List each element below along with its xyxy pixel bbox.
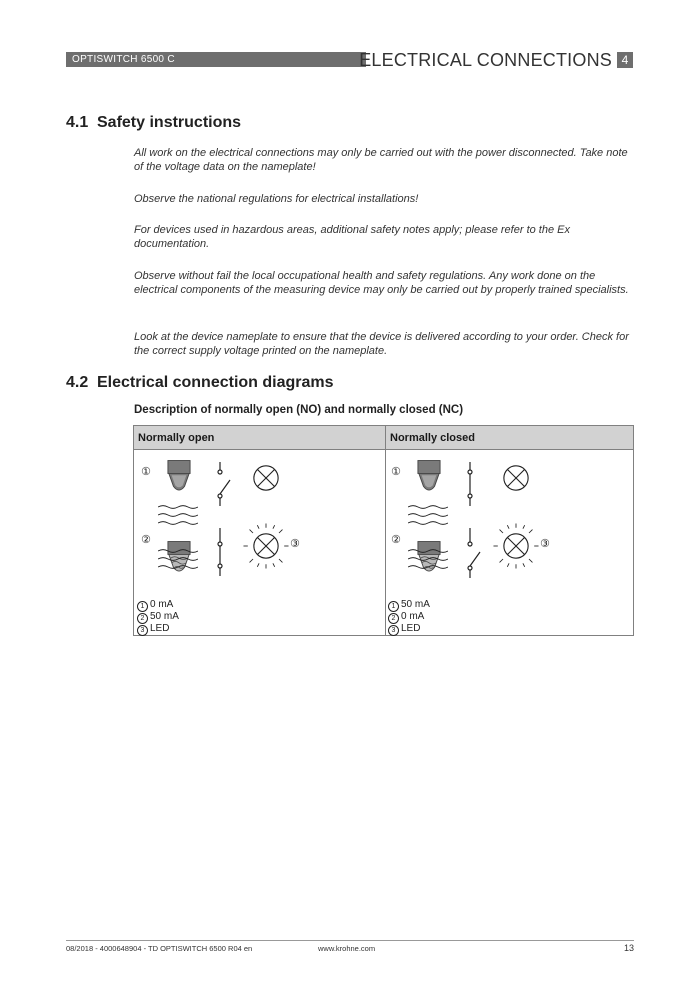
section-title: Safety instructions xyxy=(97,114,242,131)
legend-item xyxy=(137,624,179,636)
liquid-wave-icon xyxy=(408,506,448,509)
lamp-on-icon xyxy=(254,534,278,558)
section-4-1-heading xyxy=(66,114,241,132)
liquid-wave-icon xyxy=(158,522,198,525)
lamp-off-icon xyxy=(504,466,528,490)
lamp-off-icon xyxy=(254,466,278,490)
safety-paragraph: All work on the electrical connections may only be carried out with the power disconnected. Take note of the voltage data on the nameplate! xyxy=(134,147,628,173)
safety-paragraph: Observe without fail the local occupational health and safety regulations. Any work done on the electrical components of the measuring device may only be carried out by properly trained specialists. xyxy=(134,270,629,296)
marker-1: ① xyxy=(141,465,151,478)
marker-3: ③ xyxy=(540,537,550,550)
legend-marker: 3 xyxy=(388,625,399,636)
legend-text: 0 mA xyxy=(150,599,174,610)
chapter-number-badge: 4 xyxy=(617,52,633,68)
footer-doc-info: 08/2018 - 4000648904 - TD OPTISWITCH 6500 R04 en xyxy=(66,944,253,953)
liquid-wave-icon xyxy=(408,514,448,517)
normally-closed-diagrams xyxy=(391,461,550,578)
switch-closed-icon xyxy=(218,528,222,576)
legend-text: 0 mA xyxy=(401,611,425,622)
liquid-wave-icon xyxy=(158,506,198,509)
section-number: 4.1 xyxy=(66,114,89,131)
switch-closed-icon xyxy=(468,462,472,506)
connection-diagrams xyxy=(134,450,633,600)
safety-paragraph: Observe the national regulations for electrical installations! xyxy=(134,193,419,205)
connection-diagram-table xyxy=(133,425,634,636)
legend-text: 50 mA xyxy=(401,599,430,610)
legend-marker: 1 xyxy=(388,601,399,612)
marker-2: ② xyxy=(391,533,401,546)
lamp-on-icon xyxy=(504,534,528,558)
header-chapter-title: ELECTRICAL CONNECTIONS xyxy=(359,50,612,70)
marker-2: ② xyxy=(141,533,151,546)
safety-paragraph: For devices used in hazardous areas, additional safety notes apply; please refer to the Ex documentation. xyxy=(134,224,570,250)
legend-normally-open xyxy=(137,600,179,636)
section-title: Electrical connection diagrams xyxy=(97,374,334,391)
liquid-wave-icon xyxy=(408,522,448,525)
page-number: 13 xyxy=(623,943,634,953)
marker-3: ③ xyxy=(290,537,300,550)
legend-marker: 2 xyxy=(388,613,399,624)
marker-1: ① xyxy=(391,465,401,478)
normally-open-diagrams xyxy=(141,461,300,576)
legend-marker: 3 xyxy=(137,625,148,636)
legend-marker: 2 xyxy=(137,613,148,624)
header-product-bar: OPTISWITCH 6500 C xyxy=(66,52,366,67)
section-number: 4.2 xyxy=(66,374,89,391)
liquid-wave-icon xyxy=(158,514,198,517)
switch-open-icon xyxy=(218,462,230,506)
probe-icon xyxy=(418,461,440,491)
legend-text: LED xyxy=(150,623,170,634)
legend-item xyxy=(388,624,430,636)
switch-open-icon xyxy=(468,528,480,578)
safety-paragraph: Look at the device nameplate to ensure that the device is delivered according to your order. Check for the correct supply voltage printed on the nameplate. xyxy=(134,331,629,357)
legend-text: LED xyxy=(401,623,421,634)
diagram-subheading: Description of normally open (NO) and normally closed (NC) xyxy=(134,404,464,416)
footer-website: www.krohne.com xyxy=(318,944,376,953)
column-header-normally-closed: Normally closed xyxy=(386,426,633,450)
footer-rule xyxy=(66,940,634,941)
legend-normally-closed xyxy=(388,600,430,636)
legend-marker: 1 xyxy=(137,601,148,612)
section-4-2-heading xyxy=(66,374,334,392)
column-header-normally-open: Normally open xyxy=(134,426,385,450)
legend-text: 50 mA xyxy=(150,611,179,622)
probe-icon xyxy=(168,461,190,491)
